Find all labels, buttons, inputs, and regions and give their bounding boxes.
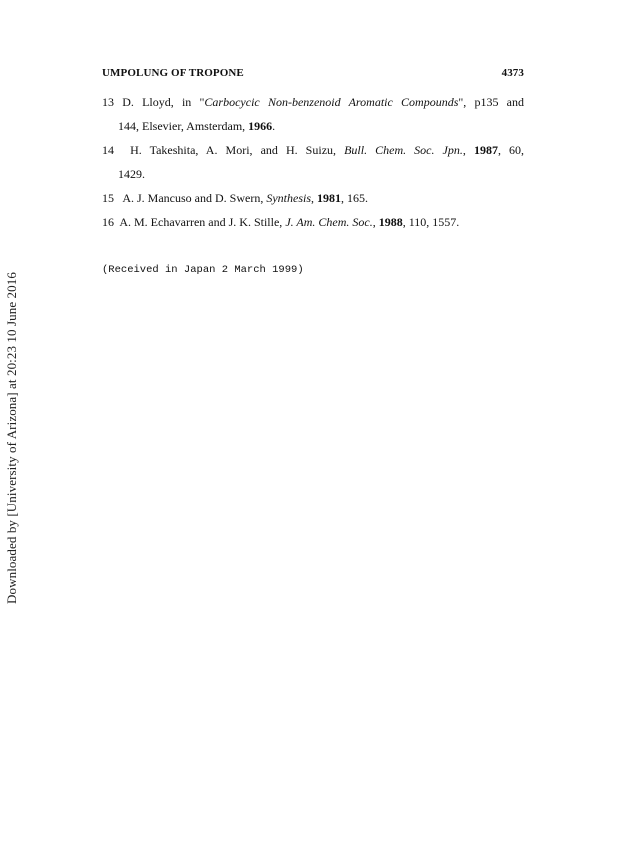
reference-number: 13: [102, 95, 114, 109]
reference-14-line-2: 1429.: [118, 167, 145, 181]
journal-name: Synthesis: [266, 191, 311, 205]
reference-number: 15: [102, 191, 114, 205]
reference-14-line-1: 14 H. Takeshita, A. Mori, and H. Suizu, Bull. Chem. Soc. Jpn., 1987, 60,: [102, 143, 525, 157]
reference-13: [102, 90, 524, 138]
reference-16: [102, 210, 524, 234]
reference-15-line-1: 15 A. J. Mancuso and D. Swern, Synthesis, 1981, 165.: [102, 191, 368, 205]
download-watermark: [3, 265, 21, 610]
book-title: Carbocycic Non-benzenoid Aromatic Compounds: [204, 95, 459, 109]
received-date: (Received in Japan 2 March 1999): [102, 264, 304, 276]
reference-13-line-2: 144, Elsevier, Amsterdam, 1966.: [118, 119, 276, 133]
reference-year: 1987: [473, 143, 498, 157]
reference-year: 1966: [248, 119, 273, 133]
journal-name: Bull. Chem. Soc. Jpn.: [344, 143, 463, 157]
running-head-title: UMPOLUNG OF TROPONE: [102, 67, 244, 79]
watermark-text: Downloaded by [University of Arizona] at 20:23 10 June 2016: [4, 271, 20, 604]
reference-16-line-1: 16 A. M. Echavarren and J. K. Stille, J. Am. Chem. Soc., 1988, 110, 1557.: [102, 215, 460, 229]
journal-name: J. Am. Chem. Soc.: [285, 215, 373, 229]
running-head: [102, 67, 524, 81]
reference-14: [102, 138, 524, 186]
reference-year: 1988: [378, 215, 403, 229]
page-number: 4373: [501, 67, 524, 79]
reference-number: 16: [102, 215, 114, 229]
reference-year: 1981: [317, 191, 341, 205]
reference-number: 14: [102, 143, 114, 157]
reference-15: [102, 186, 524, 210]
reference-13-line-1: 13 D. Lloyd, in "Carbocycic Non-benzenoid Aromatic Compounds", p135 and: [102, 95, 525, 109]
